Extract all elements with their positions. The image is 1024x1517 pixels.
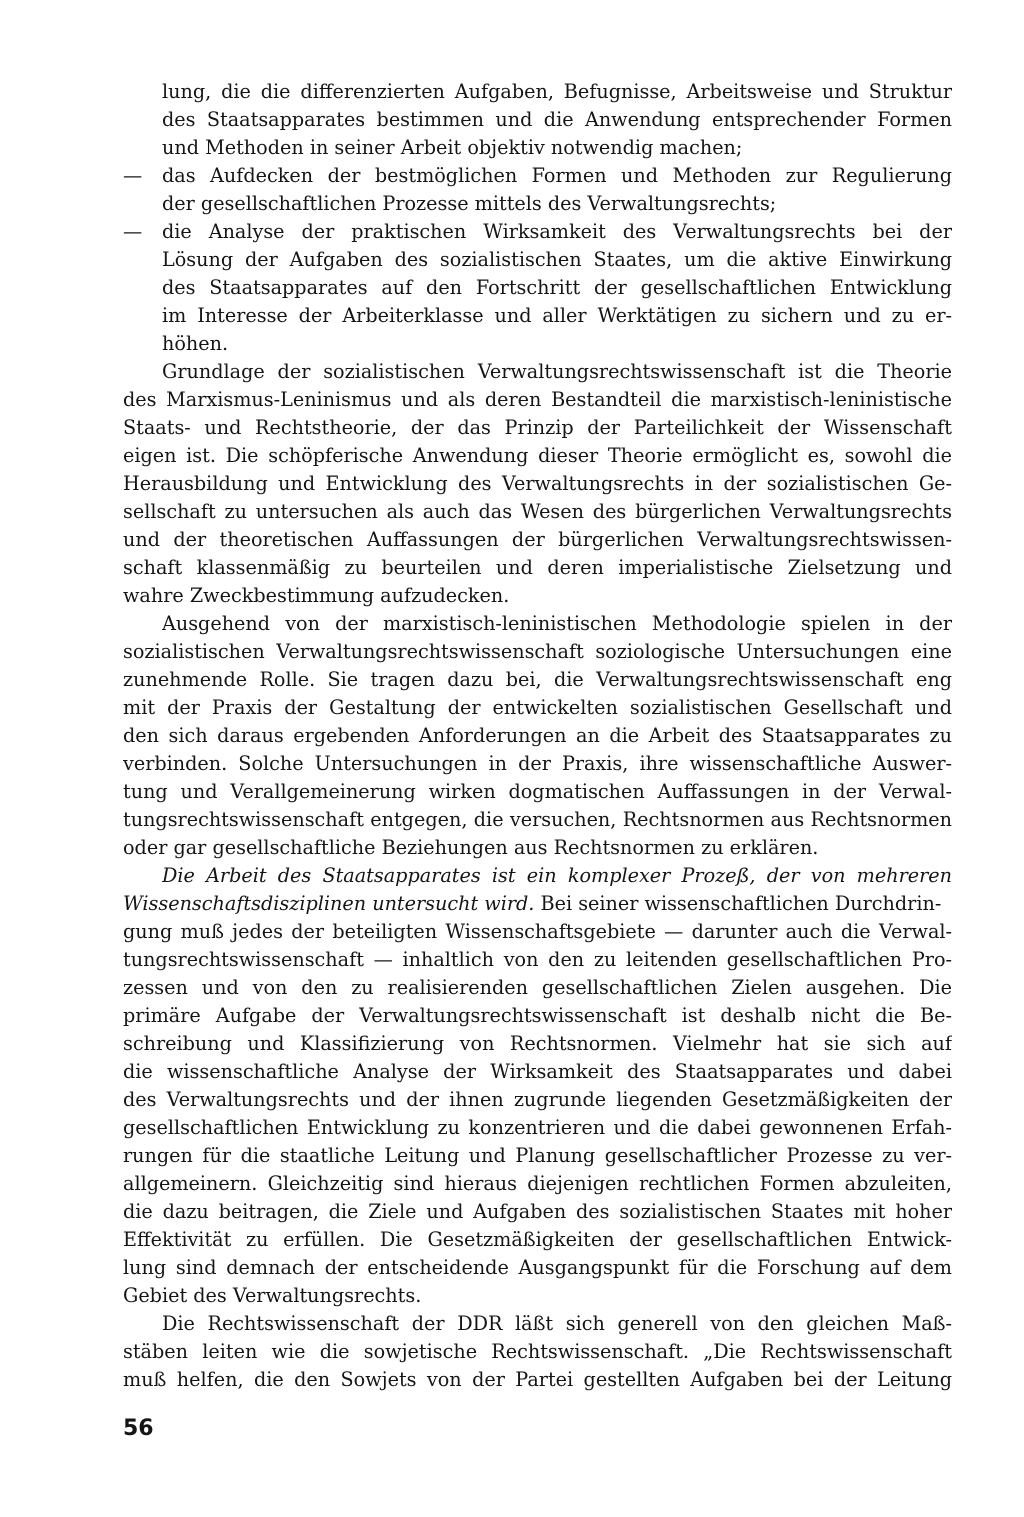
text-line: tung und Verallgemeinerung wirken dogmatischen Auffassungen in der Verwal-	[123, 780, 952, 803]
text-line: tungsrechtswissenschaft — inhaltlich von den zu leitenden gesellschaftlichen Pro-	[123, 948, 952, 971]
text-line: Effektivität zu erfüllen. Die Gesetzmäßigkeiten der gesellschaftlichen Entwick-	[123, 1228, 952, 1251]
text-line: verbinden. Solche Untersuchungen in der Praxis, ihre wissenschaftliche Auswer-	[123, 752, 952, 775]
text-line: mit der Praxis der Gestaltung der entwickelten sozialistischen Gesellschaft und	[123, 696, 952, 719]
text-line: lung, die die differenzierten Aufgaben, Befugnisse, Arbeitsweise und Struktur	[162, 80, 952, 103]
page-number: 56	[123, 1416, 154, 1441]
text-line: allgemeinern. Gleichzeitig sind hieraus diejenigen rechtlichen Formen abzuleiten,	[123, 1172, 952, 1195]
text-run: Bei seiner wissenschaftlichen Durchdrin-	[534, 892, 942, 915]
text-line: höhen.	[162, 332, 229, 355]
text-line: sozialistischen Verwaltungsrechtswissenschaft soziologische Untersuchungen eine	[123, 640, 952, 663]
text-line	[123, 890, 952, 918]
text-line: des Staatsapparates auf den Fortschritt der gesellschaftlichen Entwicklung	[162, 276, 952, 299]
text-line: den sich daraus ergebenden Anforderungen an die Arbeit des Staatsapparates zu	[123, 724, 952, 747]
text-line: stäben leiten wie die sowjetische Rechtswissenschaft. „Die Rechtswissenschaft	[123, 1340, 952, 1363]
emphasized-text: Wissenschaftsdisziplinen untersucht wird.	[123, 892, 535, 915]
text-line: Grundlage der sozialistischen Verwaltungsrechtswissenschaft ist die Theorie	[162, 360, 952, 383]
text-line: des Marxismus-Leninismus und als deren Bestandteil die marxistisch-leninistische	[123, 388, 952, 411]
text-line: der gesellschaftlichen Prozesse mittels des Verwaltungsrechts;	[162, 192, 777, 215]
text-line: primäre Aufgabe der Verwaltungsrechtswissenschaft ist deshalb nicht die Be-	[123, 1004, 952, 1027]
text-line: des Staatsapparates bestimmen und die Anwendung entsprechender Formen	[162, 108, 952, 131]
text-line: im Interesse der Arbeiterklasse und aller Werktätigen zu sichern und zu er-	[162, 304, 952, 327]
text-line: oder gar gesellschaftliche Beziehungen aus Rechtsnormen zu erklären.	[123, 836, 819, 859]
text-line: rungen für die staatliche Leitung und Planung gesellschaftlicher Prozesse zu ver-	[123, 1144, 952, 1167]
text-line: das Aufdecken der bestmöglichen Formen und Methoden zur Regulierung	[162, 164, 952, 187]
text-line: eigen ist. Die schöpferische Anwendung dieser Theorie ermöglicht es, sowohl die	[123, 444, 952, 467]
text-line: Lösung der Aufgaben des sozialistischen Staates, um die aktive Einwirkung	[162, 248, 952, 271]
text-line: zessen und von den zu realisierenden gesellschaftlichen Zielen ausgehen. Die	[123, 976, 952, 999]
emphasized-line: Die Arbeit des Staatsapparates ist ein komplexer Prozeß, der von mehreren	[162, 864, 952, 887]
text-line: Staats- und Rechtstheorie, der das Prinzip der Parteilichkeit der Wissenschaft	[123, 416, 952, 439]
text-line: die dazu beitragen, die Ziele und Aufgaben des sozialistischen Staates mit hoher	[123, 1200, 952, 1223]
text-line: und Methoden in seiner Arbeit objektiv notwendig machen;	[162, 136, 743, 159]
text-line: schaft klassenmäßig zu beurteilen und deren imperialistische Zielsetzung und	[123, 556, 952, 579]
text-line: muß helfen, die den Sowjets von der Partei gestellten Aufgaben bei der Leitung	[123, 1368, 952, 1391]
text-line: Die Rechtswissenschaft der DDR läßt sich generell von den gleichen Maß-	[162, 1312, 952, 1335]
text-line: die wissenschaftliche Analyse der Wirksamkeit des Staatsapparates und dabei	[123, 1060, 952, 1083]
text-line: gesellschaftlichen Entwicklung zu konzentrieren und die dabei gewonnenen Erfah-	[123, 1116, 952, 1139]
bullet-dash: —	[123, 164, 143, 187]
text-line: Herausbildung und Entwicklung des Verwaltungsrechts in der sozialistischen Ge-	[123, 472, 952, 495]
text-line: schreibung und Klassifizierung von Rechtsnormen. Vielmehr hat sie sich auf	[123, 1032, 952, 1055]
text-line: lung sind demnach der entscheidende Ausgangspunkt für die Forschung auf dem	[123, 1256, 952, 1279]
text-line: zunehmende Rolle. Sie tragen dazu bei, die Verwaltungsrechtswissenschaft eng	[123, 668, 952, 691]
text-line: Gebiet des Verwaltungsrechts.	[123, 1284, 422, 1307]
text-line: gung muß jedes der beteiligten Wissenschaftsgebiete — darunter auch die Verwal-	[123, 920, 952, 943]
bullet-dash: —	[123, 220, 143, 243]
text-line: und der theoretischen Auffassungen der bürgerlichen Verwaltungsrechtswissen-	[123, 528, 952, 551]
text-line: die Analyse der praktischen Wirksamkeit des Verwaltungsrechts bei der	[162, 220, 952, 243]
text-line: sellschaft zu untersuchen als auch das Wesen des bürgerlichen Verwaltungsrechts	[123, 500, 952, 523]
text-line: wahre Zweckbestimmung aufzudecken.	[123, 584, 510, 607]
text-line: Ausgehend von der marxistisch-leninistischen Methodologie spielen in der	[162, 612, 952, 635]
text-line: tungsrechtswissenschaft entgegen, die versuchen, Rechtsnormen aus Rechtsnormen	[123, 808, 952, 831]
text-line: des Verwaltungsrechts und der ihnen zugrunde liegenden Gesetzmäßigkeiten der	[123, 1088, 952, 1111]
